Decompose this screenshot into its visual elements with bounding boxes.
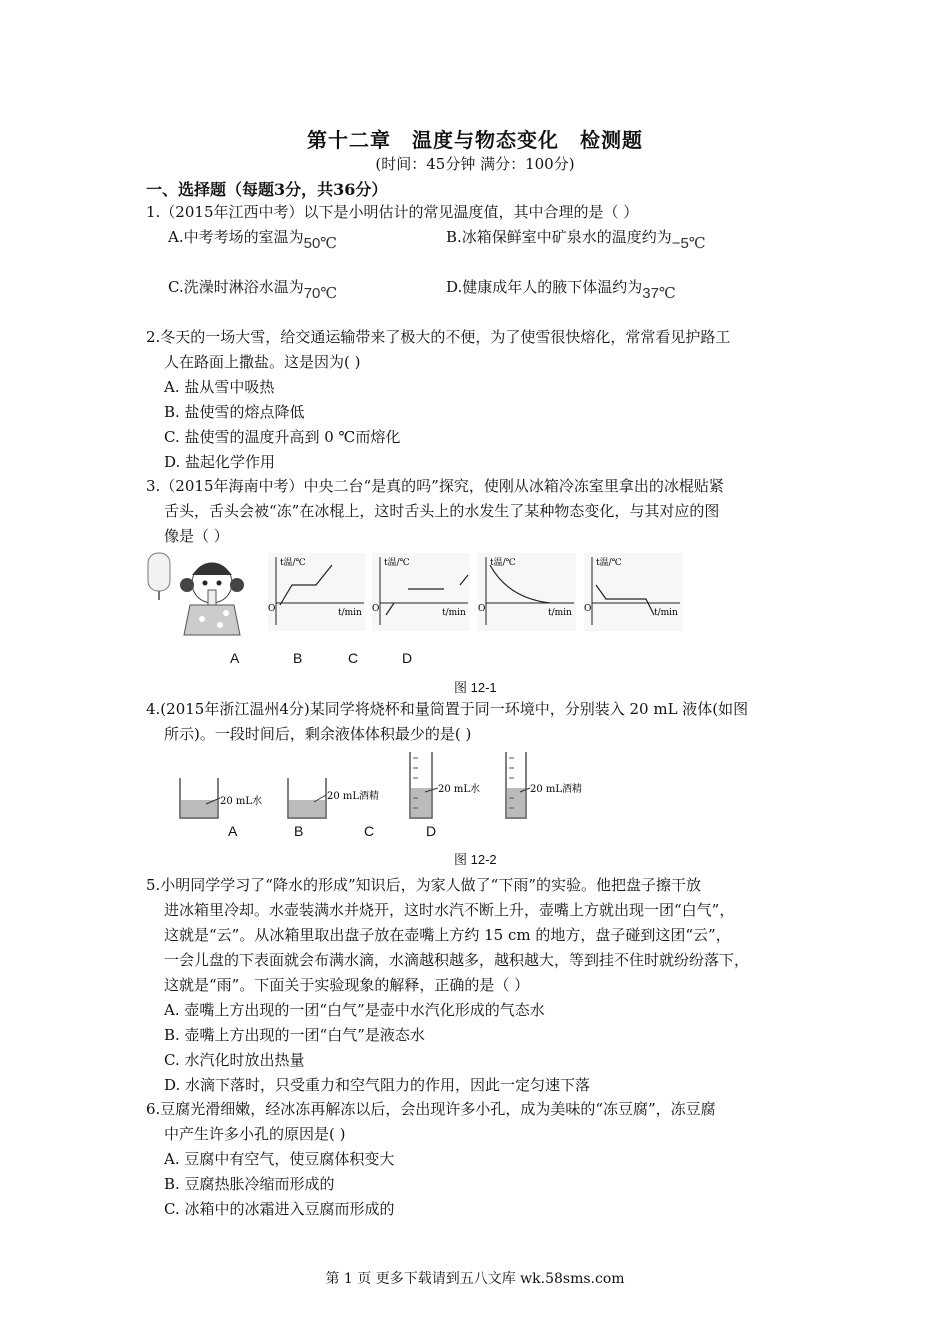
q1-option-c [168, 276, 338, 302]
item-d-label: 20 mL酒精 [530, 784, 583, 795]
q1-option-c-text: C.洗澡时淋浴水温为 [168, 278, 304, 296]
section-heading: 一、选择题（每题3分，共36分） [146, 180, 388, 199]
x-axis-label: t/min [338, 608, 362, 618]
q2-option-a: A. 盐从雪中吸热 [164, 378, 275, 396]
q1-option-a-text: A.中考考场的室温为 [168, 228, 304, 246]
q2-option-c: C. 盐使雪的温度升高到 0 ℃而熔化 [164, 428, 401, 446]
q3-stem-line3: 像是（ ） [164, 527, 229, 545]
q2-option-b: B. 盐使雪的熔点降低 [164, 403, 305, 421]
figure-12-2 [170, 748, 600, 823]
q5-stem-line3: 这就是“云”。从冰箱里取出盘子放在壶嘴上方约 15 cm 的地方，盘子碰到这团“云”， [164, 926, 731, 944]
page-footer: 第 1 页 更多下载请到五八文库 wk.58sms.com [325, 1271, 625, 1287]
q1-option-d [446, 276, 676, 302]
q5-option-b: B. 壶嘴上方出现的一团“白气”是液态水 [164, 1026, 425, 1044]
q4-label-d: D [426, 823, 437, 839]
q1-option-a-value: 50 [303, 235, 321, 252]
q4-stem-line1: 4.(2015年浙江温州4分)某同学将烧杯和量筒置于同一环境中，分别装入 20 mL 液体(如图 [146, 700, 749, 718]
beaker-b [288, 778, 379, 818]
q3-stem-line1: 3.（2015年海南中考）中央二台“是真的吗”探究，使刚从冰箱冷冻室里拿出的冰棍贴紧 [146, 477, 724, 495]
q5-stem-line5: 这就是“雨”。下面关于实验现象的解释，正确的是（ ） [164, 976, 530, 994]
q2-stem-line2: 人在路面上撒盐。这是因为( ) [164, 353, 361, 371]
q5-stem-line4: 一会儿盘的下表面就会布满水滴，水滴越积越多，越积越大，等到挂不住时就纷纷落下， [164, 951, 750, 969]
item-c-label: 20 mL水 [438, 784, 481, 795]
q3-label-c: C [348, 650, 359, 666]
q2-option-d: D. 盐起化学作用 [164, 453, 276, 471]
exam-info: (时间：45分钟 满分：100分) [375, 155, 575, 173]
q3-label-d: D [402, 650, 413, 666]
q3-label-a: A [230, 650, 240, 666]
item-b-label: 20 mL酒精 [327, 791, 380, 802]
q1-option-d-value: 37 [642, 285, 659, 302]
beaker-a [180, 778, 262, 818]
girl-illustration [148, 553, 244, 635]
q1-stem: 1.（2015年江西中考）以下是小明估计的常见温度值，其中合理的是（ ） [146, 203, 639, 221]
q1-option-b-text: B.冰箱保鲜室中矿泉水的温度约为 [446, 228, 672, 246]
x-axis-label: t/min [548, 608, 572, 618]
q1-option-b [446, 226, 706, 252]
figure-12-2-caption: 图 12-2 [454, 852, 497, 867]
q1-option-b-unit: ℃ [688, 234, 706, 252]
q5-option-a: A. 壶嘴上方出现的一团“白气”是壶中水汽化形成的气态水 [164, 1001, 545, 1019]
q5-option-c: C. 水汽化时放出热量 [164, 1051, 305, 1069]
q4-label-c: C [364, 823, 375, 839]
x-axis-label: t/min [442, 608, 466, 618]
item-a-label: 20 mL水 [220, 796, 263, 807]
origin-label: O [372, 604, 380, 614]
figure-12-1 [140, 545, 700, 640]
q3-stem-line2: 舌头，舌头会被“冻”在冰棍上，这时舌头上的水发生了某种物态变化，与其对应的图 [164, 502, 720, 520]
cylinder-d [506, 752, 582, 818]
q6-option-a: A. 豆腐中有空气，使豆腐体积变大 [164, 1150, 395, 1168]
y-axis-label: t温/℃ [596, 558, 622, 568]
q1-option-d-unit: ℃ [658, 284, 676, 302]
q6-stem-line2: 中产生许多小孔的原因是( ) [164, 1125, 346, 1143]
origin-label: O [268, 604, 276, 614]
page-title: 第十二章 温度与物态变化 检测题 [307, 128, 643, 152]
q5-stem-line1: 5.小明同学学习了“降水的形成”知识后，为家人做了“下雨”的实验。他把盘子擦干放 [146, 876, 701, 894]
q5-stem-line2: 进冰箱里冷却。水壶装满水并烧开，这时水汽不断上升，壶嘴上方就出现一团“白气”， [164, 901, 735, 919]
y-axis-label: t温/℃ [384, 558, 410, 568]
q4-stem-line2: 所示)。一段时间后，剩余液体体积最少的是( ) [164, 725, 472, 743]
q6-option-b: B. 豆腐热胀冷缩而形成的 [164, 1175, 335, 1193]
q1-option-a [168, 226, 338, 252]
q4-label-b: B [294, 823, 304, 839]
q2-stem-line1: 2.冬天的一场大雪，给交通运输带来了极大的不便，为了使雪很快熔化，常常看见护路工 [146, 328, 731, 346]
q1-option-c-value: 70 [303, 285, 321, 302]
y-axis-label: t温/℃ [490, 558, 516, 568]
graph-c [478, 553, 576, 631]
cylinder-c [410, 752, 480, 818]
q1-option-a-unit: ℃ [320, 234, 338, 252]
y-axis-label: t温/℃ [280, 558, 306, 568]
origin-label: O [584, 604, 592, 614]
q1-option-b-value: −5 [671, 235, 689, 252]
graph-b [372, 553, 470, 631]
figure-12-1-caption: 图 12-1 [454, 680, 497, 695]
graph-d [584, 553, 682, 631]
q3-label-b: B [293, 650, 303, 666]
graph-a [268, 553, 366, 631]
q5-option-d: D. 水滴下落时，只受重力和空气阻力的作用，因此一定匀速下落 [164, 1076, 591, 1094]
x-axis-label: t/min [654, 608, 678, 618]
q1-option-d-text: D.健康成年人的腋下体温约为 [446, 278, 643, 296]
q6-stem-line1: 6.豆腐光滑细嫩，经冰冻再解冻以后，会出现许多小孔，成为美味的“冻豆腐”，冻豆腐 [146, 1100, 716, 1118]
q4-label-a: A [228, 823, 238, 839]
origin-label: O [478, 604, 486, 614]
q1-option-c-unit: ℃ [320, 284, 338, 302]
q6-option-c: C. 冰箱中的冰霜进入豆腐而形成的 [164, 1200, 395, 1218]
